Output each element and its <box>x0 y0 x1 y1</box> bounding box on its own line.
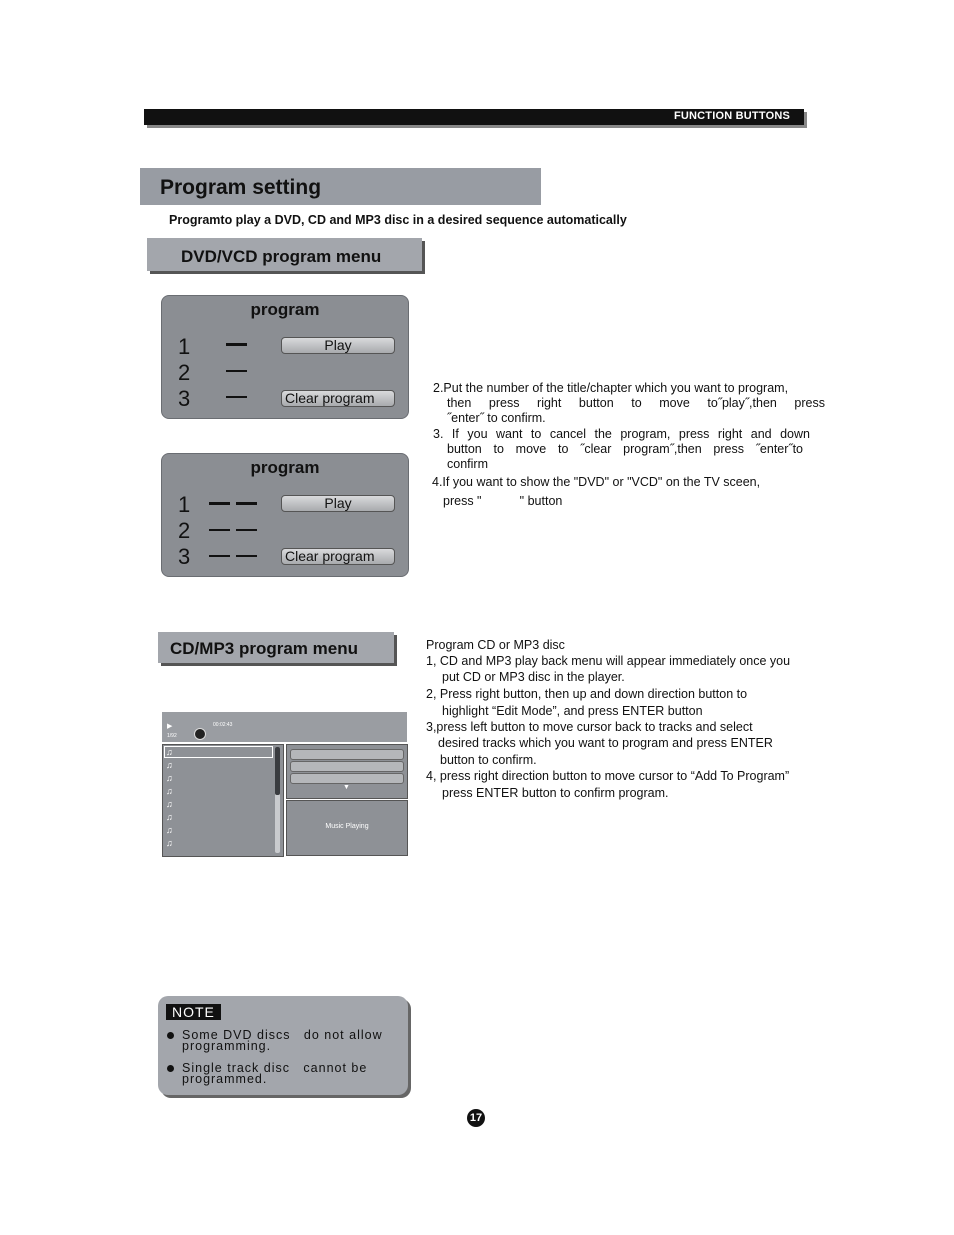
page-title-box <box>140 168 541 205</box>
mode-options-panel <box>286 744 408 799</box>
entry-dash <box>226 343 247 346</box>
play-icon: ▶ <box>167 723 173 730</box>
dvd-instruction-line: 2.Put the number of the title/chapter which you want to program, <box>433 381 789 395</box>
entry-dash <box>236 502 257 505</box>
dvd-instruction-line: 3. If you want to cancel the program, press right and down <box>433 427 810 441</box>
dvd-instruction-line: ˝enter˝ to confirm. <box>447 411 546 425</box>
cd-instruction-line: 4, press right direction button to move cursor to “Add To Program” <box>426 769 790 783</box>
play-button[interactable]: Play <box>281 337 395 354</box>
player-status-bar <box>162 712 407 742</box>
scrollbar-thumb[interactable] <box>275 747 280 795</box>
mode-option-slot[interactable] <box>290 773 404 784</box>
dvd-instruction-line: 4.If you want to show the "DVD" or "VCD" on the TV sceen, <box>432 475 761 489</box>
music-note-icon: ♫ <box>166 825 173 835</box>
osd-number: 3 <box>178 544 191 569</box>
cd-instruction-line: 2, Press right button, then up and down direction button to <box>426 687 748 701</box>
track-scrollbar[interactable] <box>275 747 280 853</box>
osd-title: program <box>250 458 320 477</box>
osd-number: 3 <box>178 386 191 411</box>
entry-dash <box>236 555 257 557</box>
page-number: 17 <box>467 1109 485 1127</box>
note-box <box>158 996 408 1095</box>
mp3-player-menu <box>162 712 407 856</box>
scroll-down-icon[interactable]: ▼ <box>343 784 350 791</box>
cd-instruction-line: put CD or MP3 disc in the player. <box>442 670 625 684</box>
entry-dash <box>209 502 230 505</box>
play-time: 00:02:43 <box>213 722 233 728</box>
cd-instruction-line: highlight “Edit Mode”, and press ENTER button <box>442 704 703 718</box>
entry-dash <box>209 529 230 531</box>
music-note-icon: ♫ <box>166 838 173 848</box>
intro-text: Programto play a DVD, CD and MP3 disc in a desired sequence automatically <box>169 213 627 227</box>
dvd-instruction-line: button to move to ˝clear program˝,then press ˝enter˝to <box>447 442 803 456</box>
osd-number: 2 <box>178 360 191 385</box>
cd-instruction-line: desired tracks which you want to program and press ENTER <box>438 736 773 750</box>
osd-number: 2 <box>178 518 191 543</box>
music-note-icon: ♫ <box>166 812 173 822</box>
osd-number: 1 <box>178 492 191 517</box>
bullet-icon <box>167 1065 174 1072</box>
cd-section-heading <box>158 632 394 663</box>
clear-program-button[interactable]: Clear program <box>281 548 395 565</box>
cd-instruction-line: press ENTER button to confirm program. <box>442 786 669 800</box>
music-note-icon: ♫ <box>166 799 173 809</box>
dvd-instruction-line: then press right button to move to˝play˝,then press <box>447 396 825 410</box>
cd-instruction-line: 3,press left button to move cursor back to tracks and select <box>426 720 753 734</box>
playback-status: Music Playing <box>325 823 369 830</box>
osd-number: 1 <box>178 334 191 359</box>
note-item-line: Some DVD discs do not allow <box>182 1028 383 1042</box>
dvd-section-heading <box>147 238 422 271</box>
note-item-line: programming. <box>182 1039 272 1053</box>
clear-program-button[interactable]: Clear program <box>281 390 395 407</box>
dvd-instruction-line: confirm <box>447 457 488 471</box>
track-list[interactable] <box>162 744 284 857</box>
play-button[interactable]: Play <box>281 495 395 512</box>
note-item-line: Single track disc cannot be <box>182 1061 368 1075</box>
entry-dash <box>209 555 230 557</box>
note-item-line: programmed. <box>182 1072 268 1086</box>
cd-section-title: CD/MP3 program menu <box>170 639 358 658</box>
program-osd-single <box>161 295 409 419</box>
player-info-panel <box>286 800 408 856</box>
disc-icon <box>194 728 206 740</box>
program-osd-double <box>161 453 409 577</box>
dvd-instruction-line: press " " button <box>443 494 563 508</box>
mode-option-slot[interactable] <box>290 749 404 760</box>
music-note-icon: ♫ <box>166 760 173 770</box>
dvd-section-title: DVD/VCD program menu <box>181 247 382 266</box>
osd-title: program <box>250 300 320 319</box>
music-note-icon: ♫ <box>166 786 173 796</box>
cd-instruction-line: button to confirm. <box>440 753 537 767</box>
music-note-icon: ♫ <box>166 747 173 757</box>
page-title: Program setting <box>160 176 322 199</box>
music-note-icon: ♫ <box>166 773 173 783</box>
track-cursor <box>164 746 273 758</box>
note-label: NOTE <box>166 1004 221 1020</box>
entry-dash <box>226 370 247 372</box>
cd-instruction-line: Program CD or MP3 disc <box>426 638 565 652</box>
entry-dash <box>236 529 257 531</box>
entry-dash <box>226 396 247 398</box>
section-label: FUNCTION BUTTONS <box>673 110 790 122</box>
track-counter: 1/92 <box>167 733 177 739</box>
mode-option-slot[interactable] <box>290 761 404 772</box>
header-bar <box>144 109 804 125</box>
bullet-icon <box>167 1032 174 1039</box>
cd-instruction-line: 1, CD and MP3 play back menu will appear immediately once you <box>426 654 791 668</box>
